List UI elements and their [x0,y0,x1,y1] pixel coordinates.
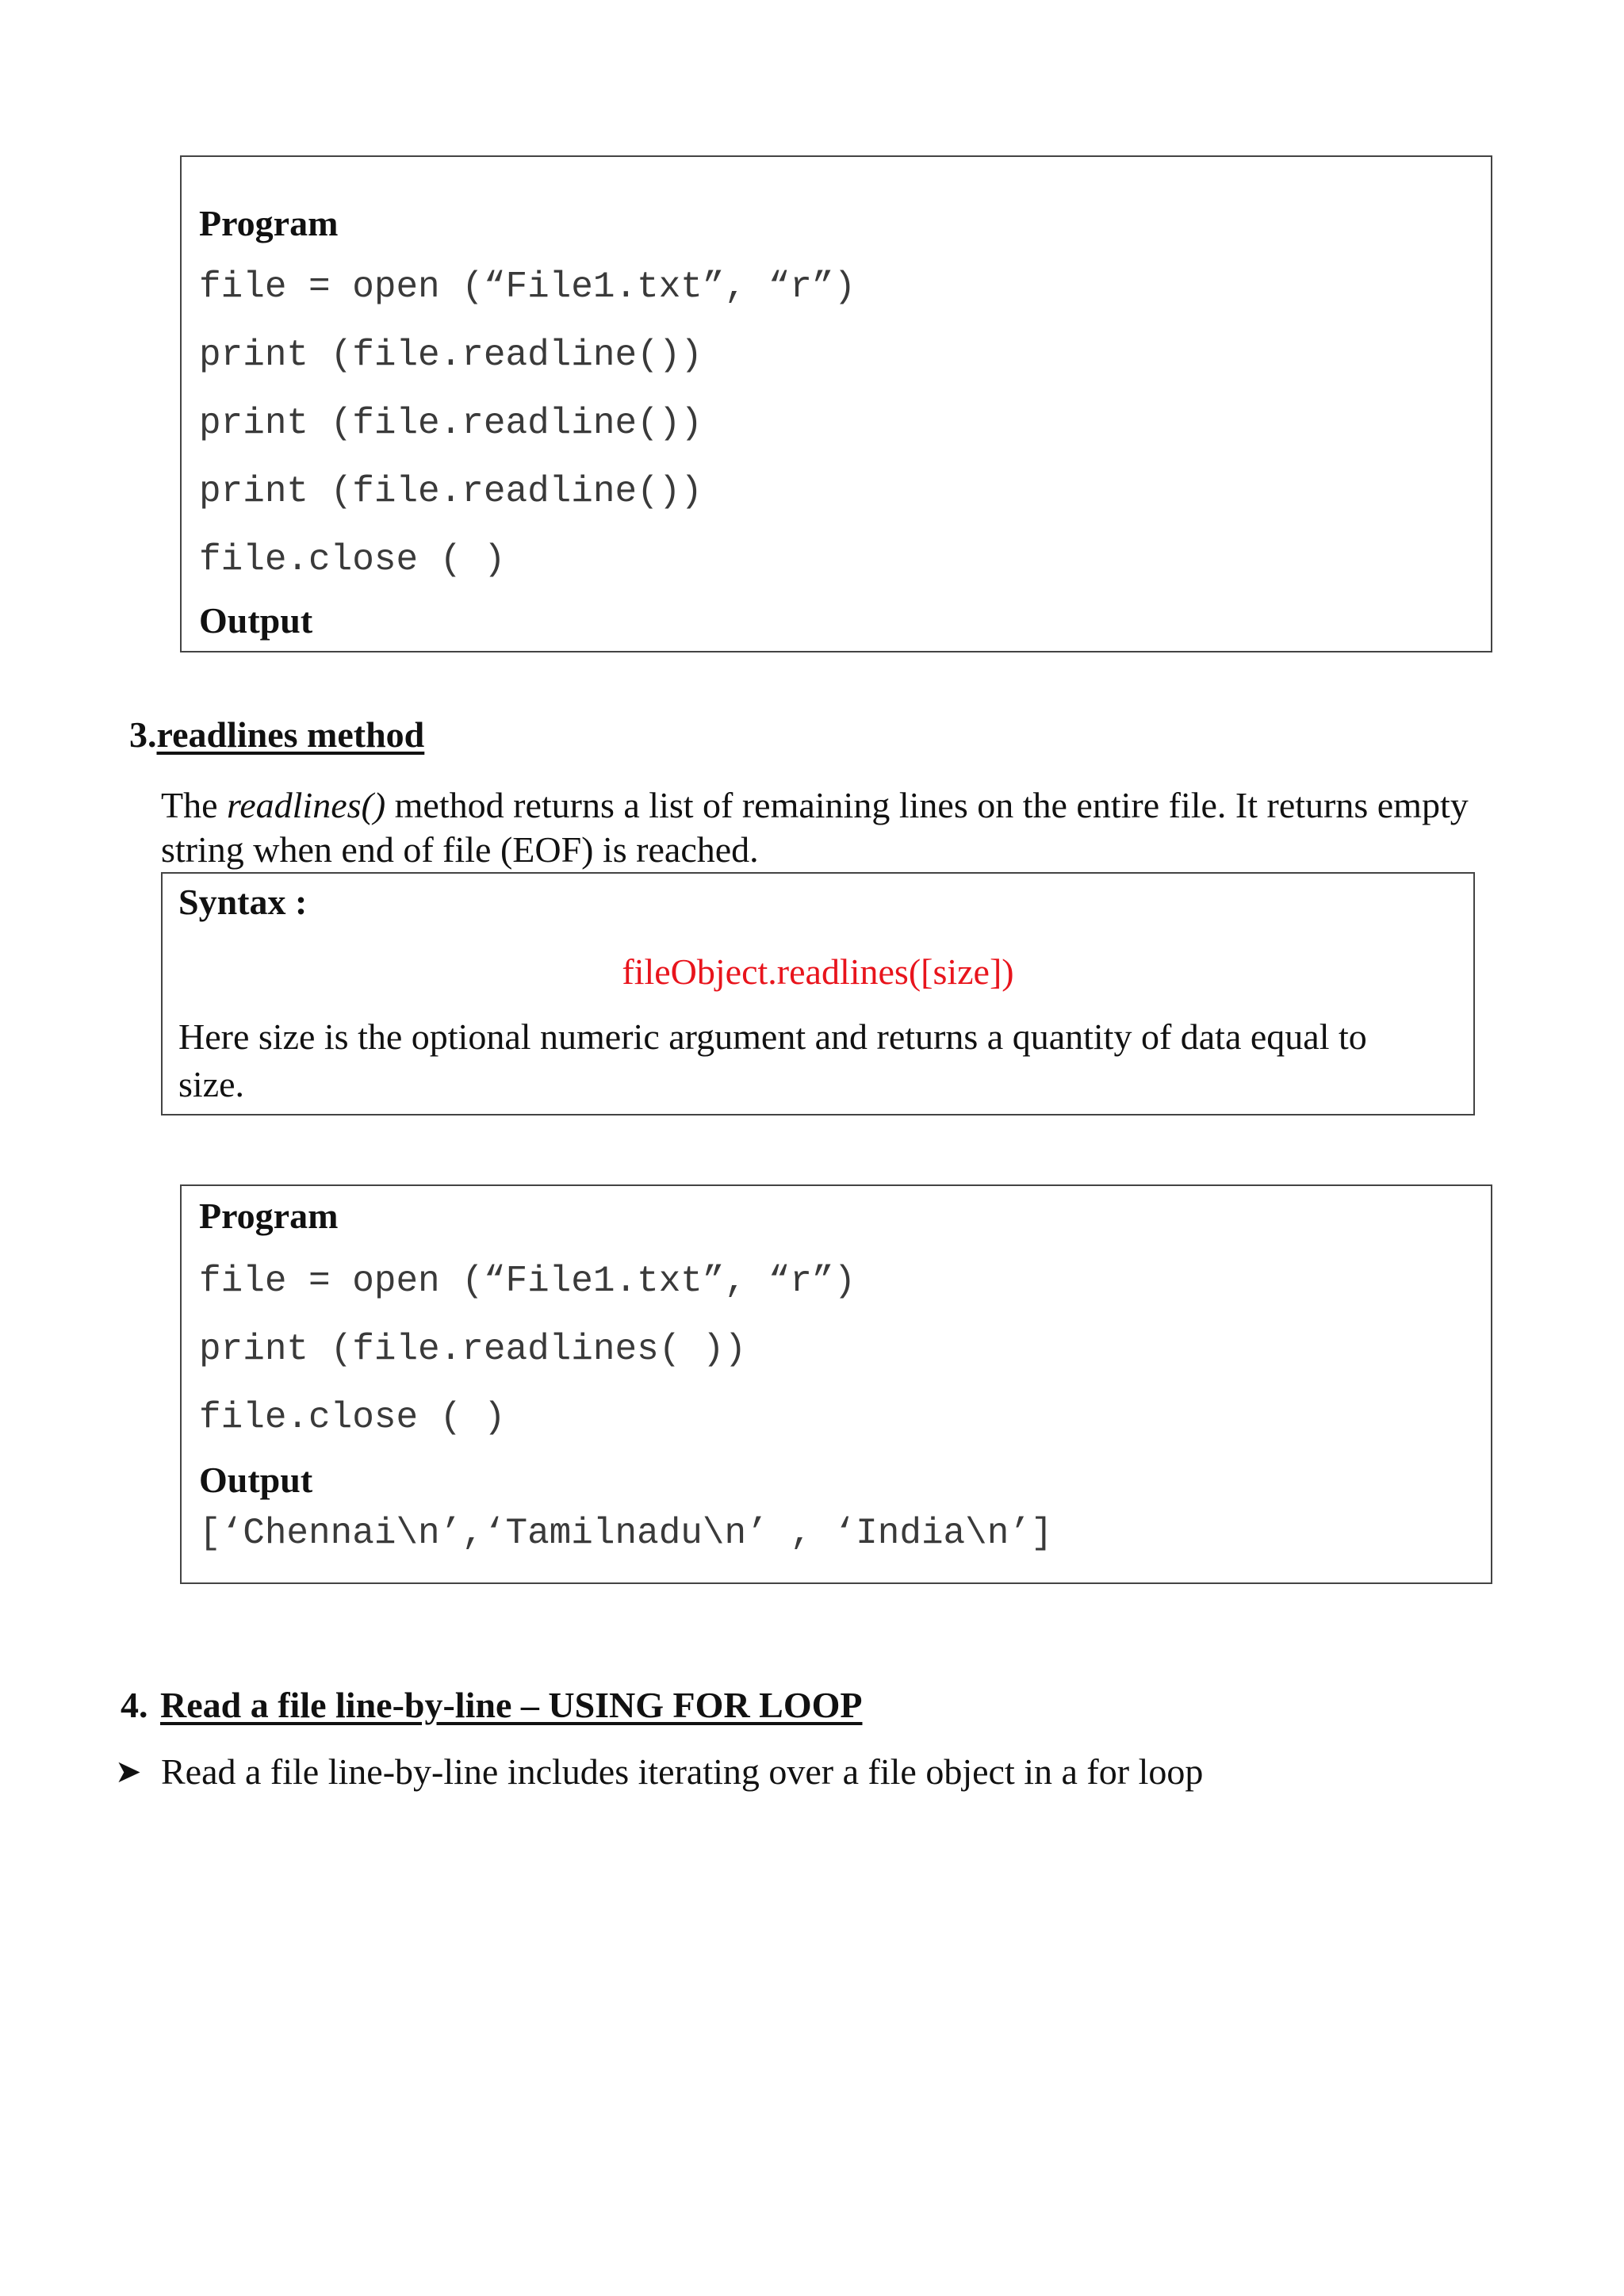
syntax-signature: fileObject.readlines([size]) [622,951,1014,993]
section-number: 3. [129,714,157,755]
code-line: print (file.readline()) [199,403,703,445]
code-line: print (file.readline()) [199,335,703,377]
syntax-box [161,872,1475,1115]
code-line: file = open (“File1.txt”, “r”) [199,1261,856,1303]
section-title: Read a file line-by-line – USING FOR LOOP [160,1685,863,1725]
syntax-description: Here size is the optional numeric argument and returns a quantity of data equal to size. [178,1016,1367,1105]
code-line: print (file.readline()) [199,471,703,513]
code-line: print (file.readlines( )) [199,1329,747,1371]
section-4-heading [121,1684,863,1726]
method-name: readlines() [227,785,386,825]
code-line: file.close ( ) [199,1397,506,1439]
code-line: file.close ( ) [199,539,506,581]
program-box-1 [180,155,1492,652]
code-line: file = open (“File1.txt”, “r”) [199,266,856,308]
para-rest: method returns a list of remaining lines on the entire file. It returns empty string when end of file (EOF) is reached. [161,785,1469,870]
readlines-description [161,783,1509,872]
output-value: [‘Chennai\n’,‘Tamilnadu\n’ , ‘India\n’] [199,1513,1053,1555]
output-title: Output [199,600,313,641]
section-3-heading [129,714,424,756]
section-number: 4. [121,1685,148,1725]
bullet-item [115,1751,1203,1793]
program-title: Program [199,1196,339,1236]
program-title: Program [199,203,339,243]
output-title: Output [199,1460,313,1501]
arrow-bullet-icon: ➤ [115,1753,142,1790]
bullet-text: Read a file line-by-line includes iterating over a file object in a for loop [161,1751,1204,1792]
para-prefix: The [161,785,228,825]
syntax-title: Syntax : [178,882,308,922]
section-title: readlines method [156,714,425,755]
program-box-2 [180,1184,1492,1584]
